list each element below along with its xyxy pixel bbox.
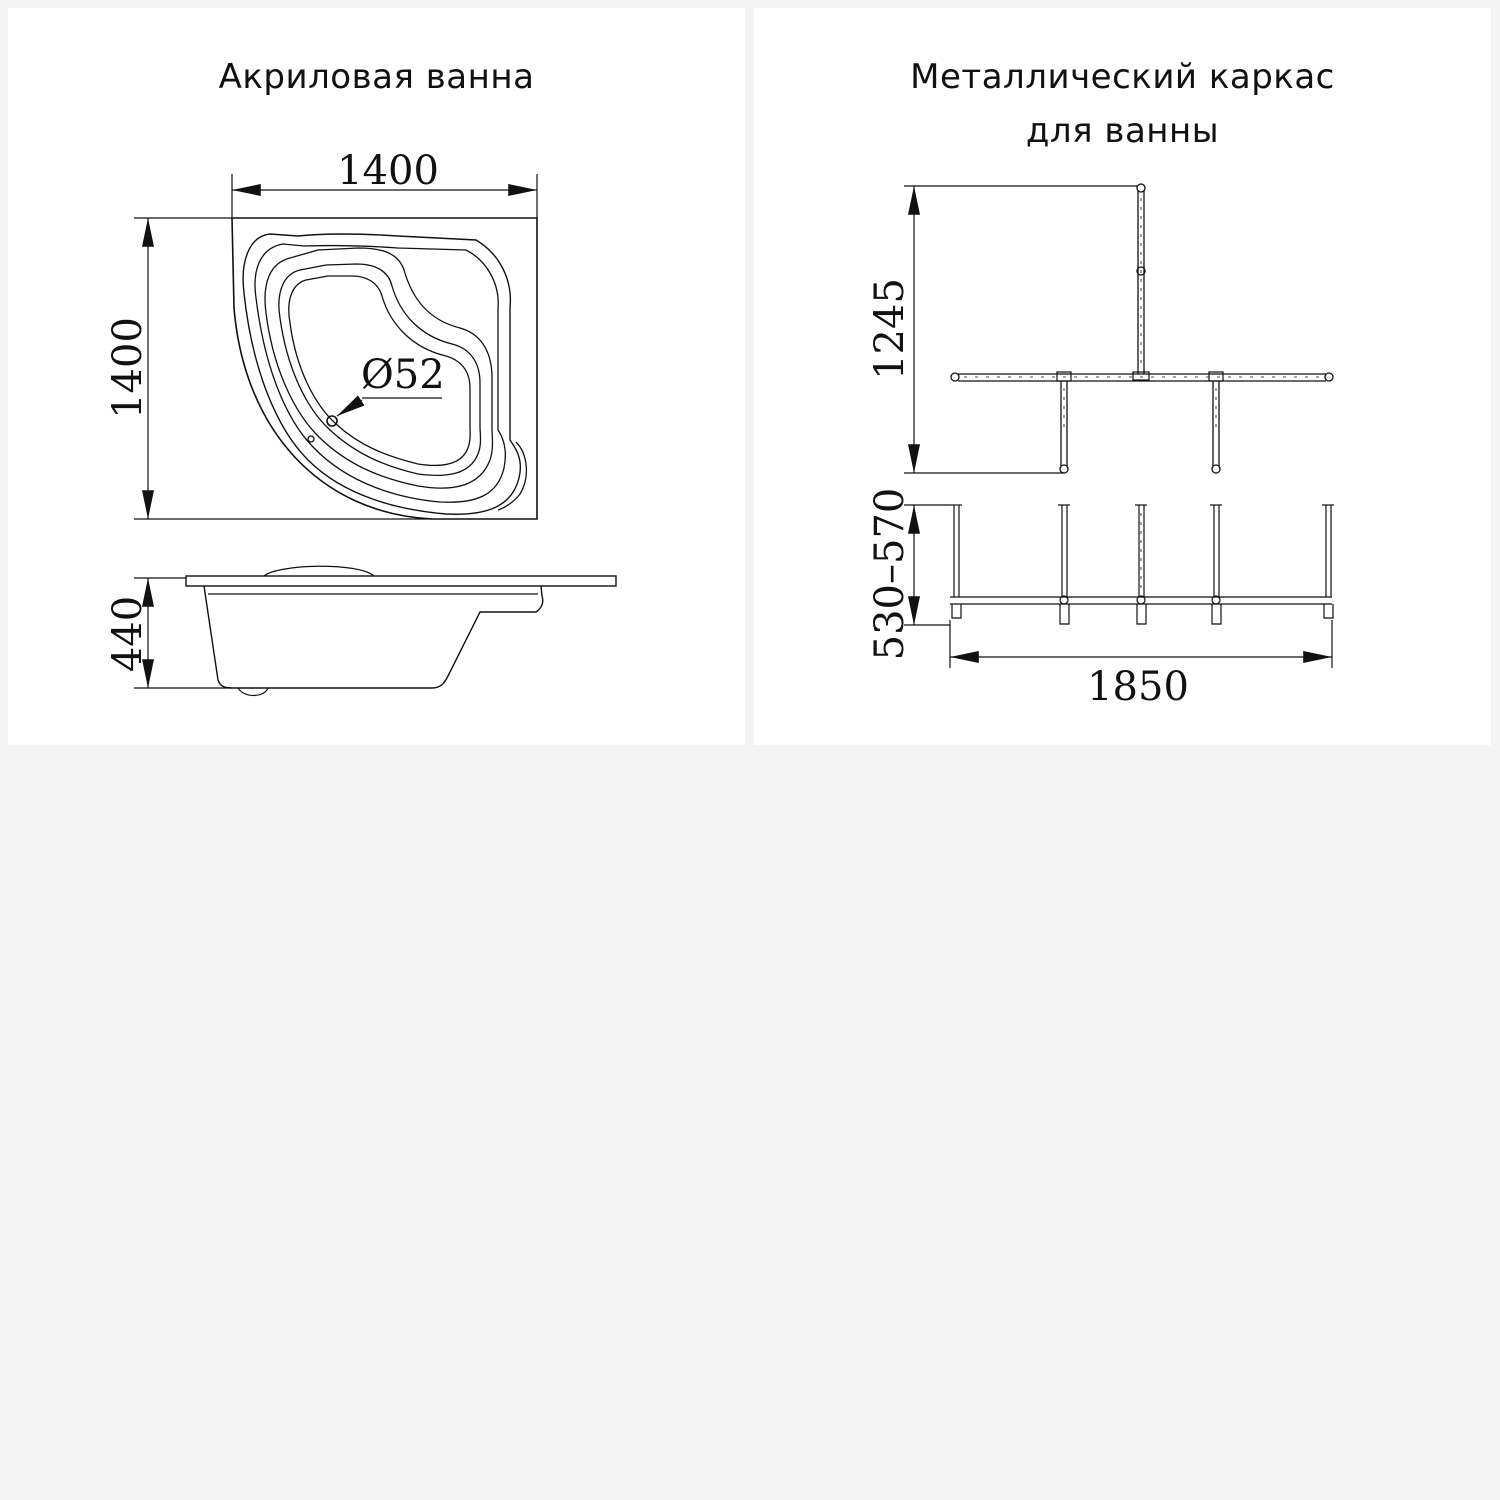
drain-dim-label: Ø52 xyxy=(361,352,445,398)
frame-length-dimension xyxy=(950,620,1332,710)
bath-side-view xyxy=(186,566,616,695)
width-dimension xyxy=(232,148,537,218)
drain-dimension xyxy=(337,352,445,416)
frame-leg xyxy=(1058,505,1070,624)
frame-depth-dimension xyxy=(867,186,1138,473)
frame-leg xyxy=(950,505,962,618)
frame-drawing xyxy=(754,8,1491,745)
leg-height-dim-label: 530–570 xyxy=(867,487,913,661)
width-dim-label: 1400 xyxy=(337,148,439,194)
frame-depth-dim-label: 1245 xyxy=(867,278,913,380)
frame-title-line2: для ванны xyxy=(1025,111,1220,151)
leg-height-dimension xyxy=(867,488,950,661)
frame-side-view xyxy=(950,505,1334,624)
frame-top-view xyxy=(951,184,1333,473)
depth-dim-label: 1400 xyxy=(105,317,151,419)
frame-leg xyxy=(1135,505,1147,624)
bath-drawing-panel xyxy=(8,8,745,745)
frame-leg xyxy=(1210,505,1222,624)
frame-length-dim-label: 1850 xyxy=(1087,664,1189,710)
frame-title-line1: Металлический каркас xyxy=(910,57,1335,97)
frame-drawing-panel xyxy=(754,8,1491,745)
frame-leg xyxy=(1322,505,1334,618)
bath-title: Акриловая ванна xyxy=(218,57,535,97)
bath-drawing xyxy=(8,8,745,745)
height-dim-label: 440 xyxy=(105,595,151,673)
